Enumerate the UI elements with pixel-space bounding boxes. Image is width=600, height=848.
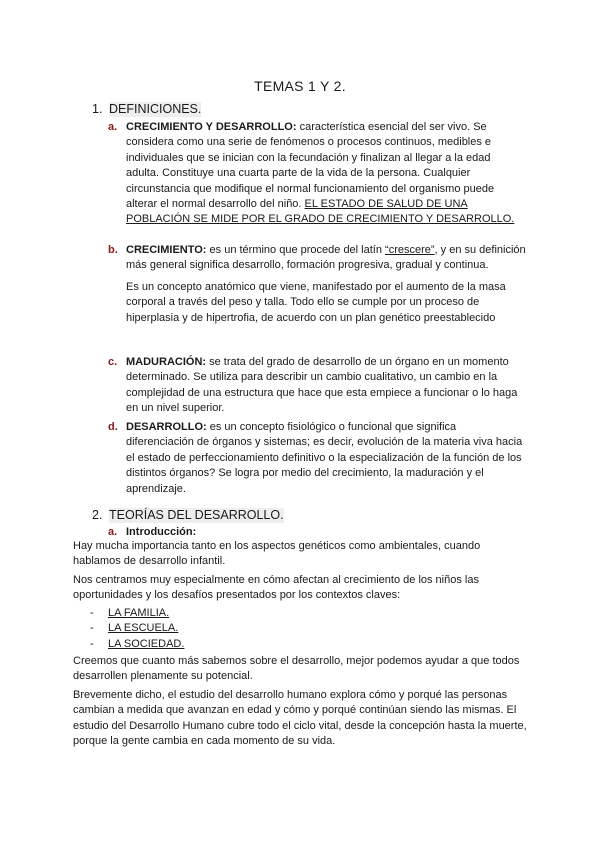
definition-item-b: [108, 243, 526, 332]
definition-term: CRECIMIENTO:: [126, 244, 207, 256]
list-dash: -: [90, 637, 94, 650]
definition-paragraph: [126, 243, 526, 274]
definition-item-c: [108, 355, 526, 423]
section-title: DEFINICIONES.: [109, 102, 202, 116]
definition-item-d: [108, 420, 526, 503]
item-letter: a.: [108, 526, 118, 538]
list-dash: -: [90, 622, 94, 635]
page-title: TEMAS 1 Y 2.: [254, 78, 346, 94]
subheading-text: Introducción:: [126, 526, 197, 538]
definition-text: es un término que procede del latín: [206, 244, 386, 256]
definition-text: característica esencial del ser vivo. Se considera como una serie de fenómenos o procesos continuos, medibles e individuales que se inician con la fecundación y finalizan al llegar a la edad adulta. Constituye una cuarta parte de la vida de la persona. Cualquier circunstancia que modifique el normal funcionamiento del organismo puede alterar el normal desarrollo del niño.: [126, 121, 495, 211]
intro-paragraph-3: Creemos que cuanto más sabemos sobre el desarrollo, mejor podemos ayudar a que todos desarrollen plenamente su potencial.: [73, 655, 520, 683]
item-letter: c.: [108, 356, 118, 368]
intro-paragraph-4: Brevemente dicho, el estudio del desarrollo humano explora cómo y porqué las personas cambian a medida que avanzan en edad y cómo y porqué continúan siendo las mismas. El estudio del Desarrollo Humano cubre todo el ciclo vital, desde la concepción hasta la muerte, porque la gente cambia en cada momento de su vida.: [73, 689, 527, 748]
definition-paragraph-2: Es un concepto anatómico que viene, manifestado por el aumento de la masa corporal a través del peso y talla. Todo ello se cumple por un proceso de hiperplasia y de hipertrofia, de acuerdo con un plan genético preestablecido: [126, 280, 506, 324]
definition-term: CRECIMIENTO Y DESARROLLO:: [126, 121, 297, 133]
definition-paragraph: [126, 120, 526, 228]
list-item-text: LA FAMILIA.: [108, 607, 170, 619]
item-letter: d.: [108, 421, 118, 433]
definition-text: se trata del grado de desarrollo de un órgano en un momento determinado. Se utiliza para describir un cambio cualitativo, un cambio en la complejidad de una estructura que hace que esta empiece a funcionar o lo haga en un nivel superior.: [126, 356, 518, 415]
list-dash: -: [90, 607, 94, 619]
definition-paragraph: [126, 420, 526, 497]
definition-term: MADURACIÓN:: [126, 356, 207, 368]
intro-paragraph-1: Hay mucha importancia tanto en los aspectos genéticos como ambientales, cuando hablamos de desarrollo infantil.: [73, 540, 481, 568]
definition-text: , y en su definición más general significa desarrollo, formación progresiva, gradual y continua.: [126, 244, 526, 272]
section-number: 1.: [92, 102, 103, 116]
latin-term: “crescere”: [385, 244, 435, 256]
section-number: 2.: [92, 508, 103, 522]
definition-term: DESARROLLO:: [126, 421, 207, 433]
underlined-statement: EL ESTADO DE SALUD DE UNA POBLACIÓN SE MIDE POR EL GRADO DE CRECIMIENTO Y DESARROLLO.: [126, 198, 515, 226]
item-letter: b.: [108, 244, 118, 256]
list-item-text: LA SOCIEDAD.: [108, 637, 185, 650]
definition-paragraph: [126, 355, 526, 417]
item-letter: a.: [108, 121, 118, 133]
intro-paragraph-2: Nos centramos muy especialmente en cómo afectan al crecimiento de los niños las oportunidades y los desafíos presentados por los contextos claves:: [73, 574, 479, 602]
subheading-introduccion: [108, 525, 197, 539]
section-title: TEORÍAS DEL DESARROLLO.: [109, 508, 284, 522]
list-item-text: LA ESCUELA.: [108, 622, 179, 635]
definition-item-a: [108, 120, 526, 234]
definition-text: es un concepto fisiológico o funcional que significa diferenciación de órganos y sistemas; es decir, evolución de la materia viva hacia el estado de perfeccionamiento definitivo o la especialización de la función de los distintos órganos? Se logra por medio del crecimiento, la maduración y el aprendizaje.: [126, 421, 523, 495]
